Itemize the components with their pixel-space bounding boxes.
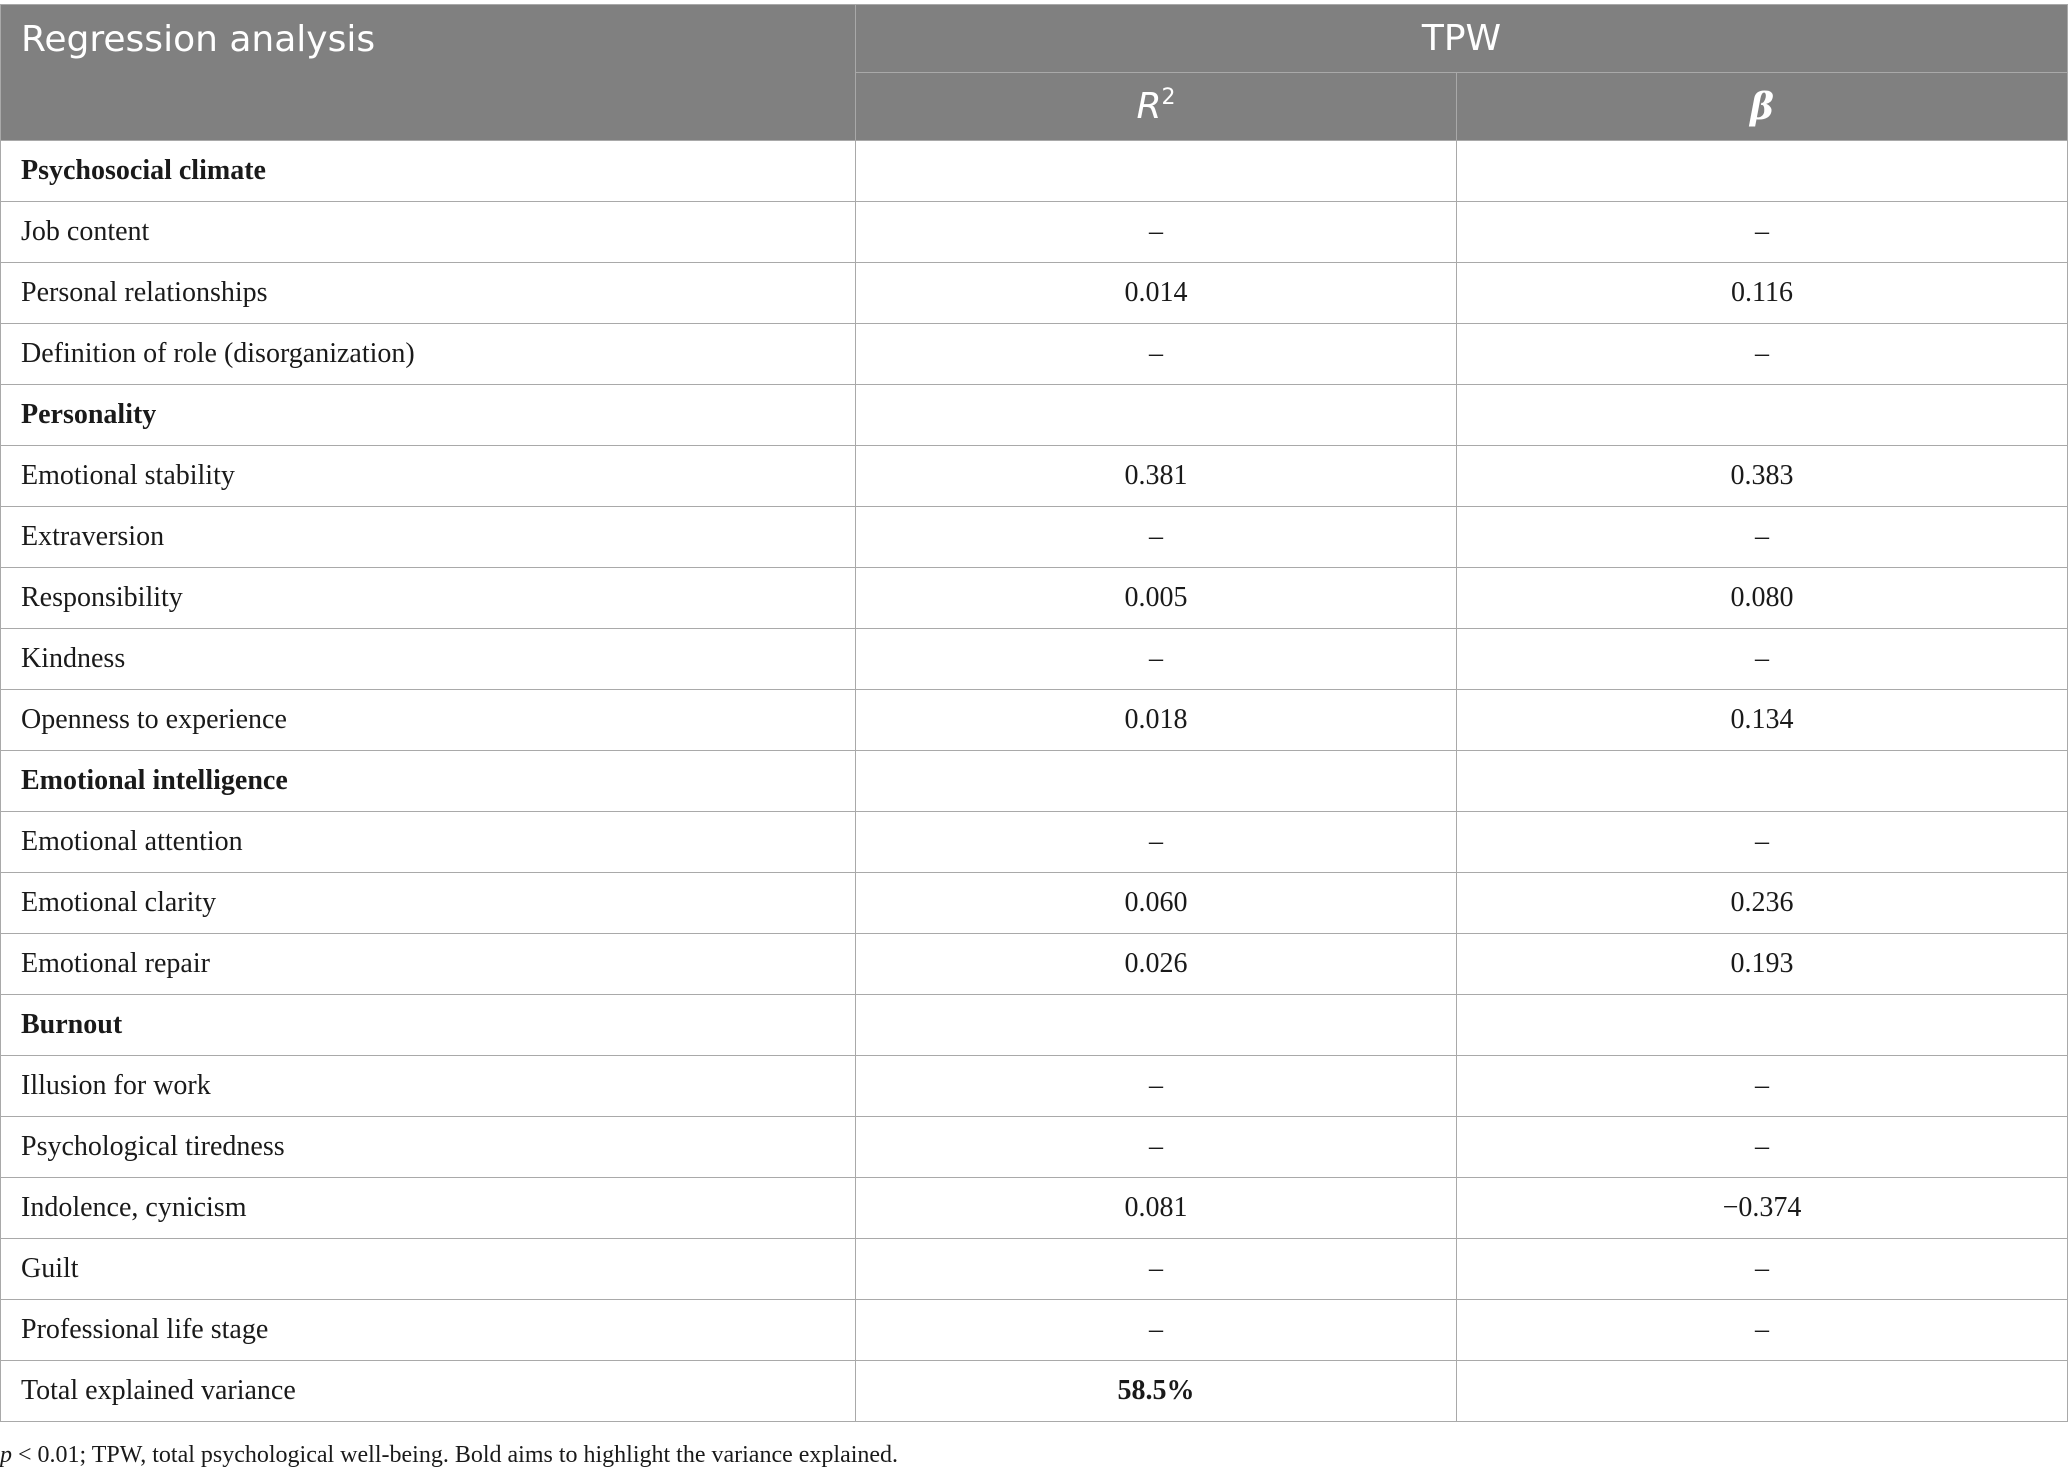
beta-cell: – <box>1457 202 2068 263</box>
table-row <box>1 1178 2068 1239</box>
beta-cell: – <box>1457 629 2068 690</box>
header-r-squared <box>856 73 1457 141</box>
row-label: Emotional clarity <box>1 873 856 934</box>
table-header <box>1 5 2068 141</box>
r-squared-cell: – <box>856 1056 1457 1117</box>
header-tpw: TPW <box>856 5 2068 73</box>
r-squared-cell <box>856 385 1457 446</box>
table-row <box>1 1361 2068 1422</box>
table-row <box>1 1056 2068 1117</box>
r-squared-cell: – <box>856 1117 1457 1178</box>
r-squared-cell: 0.060 <box>856 873 1457 934</box>
row-label: Emotional attention <box>1 812 856 873</box>
r-squared-cell: – <box>856 812 1457 873</box>
beta-cell <box>1457 1361 2068 1422</box>
r-squared-exponent: 2 <box>1161 85 1176 110</box>
row-label: Total explained variance <box>1 1361 856 1422</box>
r-squared-base: R <box>1136 86 1162 127</box>
section-label: Personality <box>1 385 856 446</box>
row-label: Emotional repair <box>1 934 856 995</box>
section-row <box>1 751 2068 812</box>
beta-cell: – <box>1457 1056 2068 1117</box>
beta-cell <box>1457 385 2068 446</box>
r-squared-cell <box>856 751 1457 812</box>
footnote-p-symbol: p <box>0 1442 12 1468</box>
row-label: Emotional stability <box>1 446 856 507</box>
row-label: Extraversion <box>1 507 856 568</box>
table-row <box>1 1300 2068 1361</box>
beta-cell: 0.134 <box>1457 690 2068 751</box>
table-row <box>1 934 2068 995</box>
r-squared-cell: – <box>856 324 1457 385</box>
beta-cell: −0.374 <box>1457 1178 2068 1239</box>
r-squared-cell: – <box>856 629 1457 690</box>
row-label: Indolence, cynicism <box>1 1178 856 1239</box>
section-label: Psychosocial climate <box>1 141 856 202</box>
row-label: Professional life stage <box>1 1300 856 1361</box>
beta-cell <box>1457 141 2068 202</box>
row-label: Personal relationships <box>1 263 856 324</box>
r-squared-cell: 0.026 <box>856 934 1457 995</box>
beta-cell: 0.236 <box>1457 873 2068 934</box>
row-label: Openness to experience <box>1 690 856 751</box>
beta-cell: 0.383 <box>1457 446 2068 507</box>
table-footnote <box>0 1442 898 1469</box>
table-row <box>1 629 2068 690</box>
beta-cell: – <box>1457 507 2068 568</box>
row-label: Responsibility <box>1 568 856 629</box>
r-squared-cell: – <box>856 1239 1457 1300</box>
row-label: Psychological tiredness <box>1 1117 856 1178</box>
section-row <box>1 995 2068 1056</box>
beta-cell: 0.080 <box>1457 568 2068 629</box>
regression-table <box>0 4 2068 1422</box>
table-row <box>1 263 2068 324</box>
beta-cell <box>1457 995 2068 1056</box>
table-row <box>1 812 2068 873</box>
r-squared-cell: 0.018 <box>856 690 1457 751</box>
r-squared-cell: 0.381 <box>856 446 1457 507</box>
r-squared-cell: – <box>856 202 1457 263</box>
r-squared-cell <box>856 141 1457 202</box>
table-row <box>1 690 2068 751</box>
table-row <box>1 1239 2068 1300</box>
section-row <box>1 141 2068 202</box>
section-label: Burnout <box>1 995 856 1056</box>
r-squared-cell: 0.014 <box>856 263 1457 324</box>
row-label: Job content <box>1 202 856 263</box>
section-row <box>1 385 2068 446</box>
row-label: Illusion for work <box>1 1056 856 1117</box>
r-squared-cell <box>856 995 1457 1056</box>
beta-cell: – <box>1457 812 2068 873</box>
row-label: Definition of role (disorganization) <box>1 324 856 385</box>
header-beta: β <box>1457 73 2068 141</box>
header-regression-analysis: Regression analysis <box>1 5 856 141</box>
section-label: Emotional intelligence <box>1 751 856 812</box>
r-squared-cell: 0.081 <box>856 1178 1457 1239</box>
beta-cell: 0.193 <box>1457 934 2068 995</box>
r-squared-cell: – <box>856 1300 1457 1361</box>
table-body <box>1 141 2068 1422</box>
beta-cell: – <box>1457 324 2068 385</box>
table-row <box>1 324 2068 385</box>
r-squared-cell: 58.5% <box>856 1361 1457 1422</box>
table-row <box>1 1117 2068 1178</box>
table-row <box>1 507 2068 568</box>
table-row <box>1 873 2068 934</box>
footnote-text: < 0.01; TPW, total psychological well-being. Bold aims to highlight the variance explained. <box>12 1442 899 1468</box>
table-row <box>1 446 2068 507</box>
beta-cell: – <box>1457 1300 2068 1361</box>
beta-cell: – <box>1457 1117 2068 1178</box>
beta-cell: – <box>1457 1239 2068 1300</box>
table-row <box>1 568 2068 629</box>
table-row <box>1 202 2068 263</box>
row-label: Guilt <box>1 1239 856 1300</box>
beta-cell: 0.116 <box>1457 263 2068 324</box>
row-label: Kindness <box>1 629 856 690</box>
r-squared-cell: 0.005 <box>856 568 1457 629</box>
beta-cell <box>1457 751 2068 812</box>
regression-table-container <box>0 4 2067 1422</box>
r-squared-cell: – <box>856 507 1457 568</box>
